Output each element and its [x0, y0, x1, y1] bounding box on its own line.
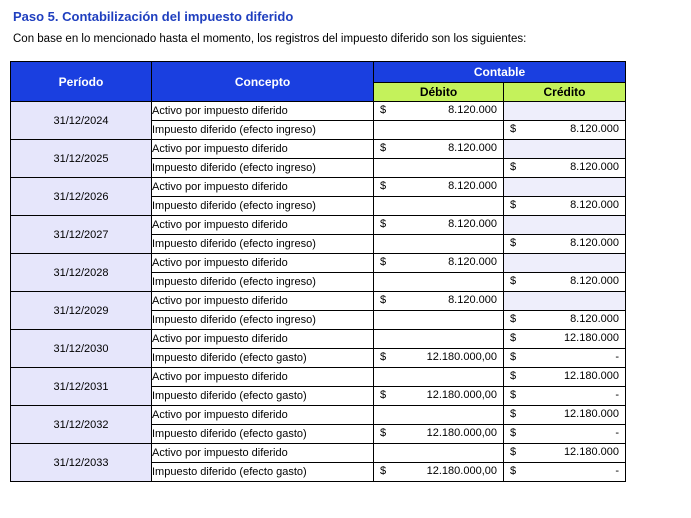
table-row	[11, 102, 626, 121]
debit-cell	[374, 444, 504, 463]
amount: 12.180.000,00	[426, 389, 497, 401]
currency-symbol: $	[510, 351, 517, 363]
credit-cell	[504, 159, 626, 178]
credit-cell	[504, 235, 626, 254]
debit-cell	[374, 102, 504, 121]
currency-symbol: $	[510, 161, 517, 173]
amount: 8.120.000	[448, 180, 497, 192]
concept-cell: Impuesto diferido (efecto ingreso)	[152, 159, 374, 178]
period-cell: 31/12/2033	[11, 444, 152, 482]
amount: 8.120.000	[570, 275, 619, 287]
table-row	[11, 216, 626, 235]
debit-cell	[374, 159, 504, 178]
currency-symbol: $	[380, 351, 387, 363]
header-period: Período	[11, 62, 152, 102]
concept-cell: Activo por impuesto diferido	[152, 368, 374, 387]
concept-cell: Activo por impuesto diferido	[152, 140, 374, 159]
credit-cell	[504, 197, 626, 216]
credit-cell	[504, 102, 626, 121]
credit-cell	[504, 330, 626, 349]
currency-symbol: $	[380, 389, 387, 401]
debit-cell	[374, 216, 504, 235]
concept-cell: Impuesto diferido (efecto ingreso)	[152, 121, 374, 140]
currency-symbol: $	[510, 313, 517, 325]
header-concept: Concepto	[152, 62, 374, 102]
amount: 8.120.000	[448, 218, 497, 230]
currency-symbol: $	[510, 332, 517, 344]
amount: 8.120.000	[448, 256, 497, 268]
amount: 12.180.000	[563, 332, 619, 344]
debit-cell	[374, 121, 504, 140]
credit-cell	[504, 368, 626, 387]
amount: -	[615, 389, 619, 401]
table-row	[11, 330, 626, 349]
amount: 12.180.000,00	[426, 351, 497, 363]
table-row	[11, 178, 626, 197]
debit-cell	[374, 349, 504, 368]
credit-cell	[504, 178, 626, 197]
credit-cell	[504, 216, 626, 235]
debit-cell	[374, 425, 504, 444]
table-row	[11, 140, 626, 159]
debit-cell	[374, 235, 504, 254]
currency-symbol: $	[510, 275, 517, 287]
credit-cell	[504, 140, 626, 159]
concept-cell: Activo por impuesto diferido	[152, 406, 374, 425]
currency-symbol: $	[380, 104, 387, 116]
header-contable: Contable	[374, 62, 626, 83]
amount: 8.120.000	[448, 294, 497, 306]
concept-cell: Impuesto diferido (efecto gasto)	[152, 425, 374, 444]
table-row	[11, 368, 626, 387]
amount: 12.180.000,00	[426, 427, 497, 439]
currency-symbol: $	[380, 256, 387, 268]
amount: 8.120.000	[570, 123, 619, 135]
amount: -	[615, 465, 619, 477]
credit-cell	[504, 463, 626, 482]
currency-symbol: $	[380, 427, 387, 439]
table-row	[11, 254, 626, 273]
debit-cell	[374, 406, 504, 425]
concept-cell: Impuesto diferido (efecto ingreso)	[152, 197, 374, 216]
concept-cell: Activo por impuesto diferido	[152, 254, 374, 273]
period-cell: 31/12/2024	[11, 102, 152, 140]
concept-cell: Activo por impuesto diferido	[152, 444, 374, 463]
period-cell: 31/12/2025	[11, 140, 152, 178]
table-row	[11, 292, 626, 311]
amount: 12.180.000	[563, 408, 619, 420]
currency-symbol: $	[510, 408, 517, 420]
debit-cell	[374, 311, 504, 330]
credit-cell	[504, 121, 626, 140]
header-credit: Crédito	[504, 83, 626, 102]
currency-symbol: $	[510, 199, 517, 211]
currency-symbol: $	[510, 465, 517, 477]
credit-cell	[504, 406, 626, 425]
concept-cell: Impuesto diferido (efecto ingreso)	[152, 311, 374, 330]
amount: 8.120.000	[448, 104, 497, 116]
period-cell: 31/12/2030	[11, 330, 152, 368]
period-cell: 31/12/2027	[11, 216, 152, 254]
period-cell: 31/12/2028	[11, 254, 152, 292]
amount: 12.180.000,00	[426, 465, 497, 477]
debit-cell	[374, 368, 504, 387]
period-cell: 31/12/2032	[11, 406, 152, 444]
concept-cell: Impuesto diferido (efecto gasto)	[152, 387, 374, 406]
currency-symbol: $	[380, 465, 387, 477]
concept-cell: Activo por impuesto diferido	[152, 330, 374, 349]
debit-cell	[374, 387, 504, 406]
credit-cell	[504, 292, 626, 311]
debit-cell	[374, 140, 504, 159]
currency-symbol: $	[510, 237, 517, 249]
amount: 8.120.000	[570, 313, 619, 325]
debit-cell	[374, 254, 504, 273]
page-subtitle: Con base en lo mencionado hasta el momento, los registros del impuesto diferido son los siguientes:	[13, 33, 527, 45]
currency-symbol: $	[510, 123, 517, 135]
debit-cell	[374, 197, 504, 216]
credit-cell	[504, 273, 626, 292]
currency-symbol: $	[380, 142, 387, 154]
amount: 12.180.000	[563, 370, 619, 382]
table-row	[11, 444, 626, 463]
amount: 12.180.000	[563, 446, 619, 458]
amount: 8.120.000	[570, 161, 619, 173]
period-cell: 31/12/2031	[11, 368, 152, 406]
debit-cell	[374, 463, 504, 482]
debit-cell	[374, 292, 504, 311]
header-debit: Débito	[374, 83, 504, 102]
debit-cell	[374, 273, 504, 292]
amount: -	[615, 427, 619, 439]
concept-cell: Activo por impuesto diferido	[152, 292, 374, 311]
currency-symbol: $	[510, 389, 517, 401]
concept-cell: Impuesto diferido (efecto gasto)	[152, 349, 374, 368]
concept-cell: Impuesto diferido (efecto gasto)	[152, 463, 374, 482]
page-title: Paso 5. Contabilización del impuesto diferido	[13, 9, 294, 24]
concept-cell: Activo por impuesto diferido	[152, 102, 374, 121]
credit-cell	[504, 444, 626, 463]
amount: -	[615, 351, 619, 363]
ledger-body	[11, 102, 626, 482]
currency-symbol: $	[380, 180, 387, 192]
debit-cell	[374, 178, 504, 197]
amount: 8.120.000	[570, 237, 619, 249]
currency-symbol: $	[510, 370, 517, 382]
period-cell: 31/12/2026	[11, 178, 152, 216]
credit-cell	[504, 425, 626, 444]
concept-cell: Activo por impuesto diferido	[152, 216, 374, 235]
currency-symbol: $	[380, 294, 387, 306]
currency-symbol: $	[510, 446, 517, 458]
credit-cell	[504, 387, 626, 406]
currency-symbol: $	[510, 427, 517, 439]
amount: 8.120.000	[570, 199, 619, 211]
period-cell: 31/12/2029	[11, 292, 152, 330]
concept-cell: Impuesto diferido (efecto ingreso)	[152, 273, 374, 292]
concept-cell: Impuesto diferido (efecto ingreso)	[152, 235, 374, 254]
table-row	[11, 406, 626, 425]
concept-cell: Activo por impuesto diferido	[152, 178, 374, 197]
currency-symbol: $	[380, 218, 387, 230]
credit-cell	[504, 349, 626, 368]
debit-cell	[374, 330, 504, 349]
amount: 8.120.000	[448, 142, 497, 154]
credit-cell	[504, 254, 626, 273]
credit-cell	[504, 311, 626, 330]
deferred-tax-table	[10, 61, 626, 482]
